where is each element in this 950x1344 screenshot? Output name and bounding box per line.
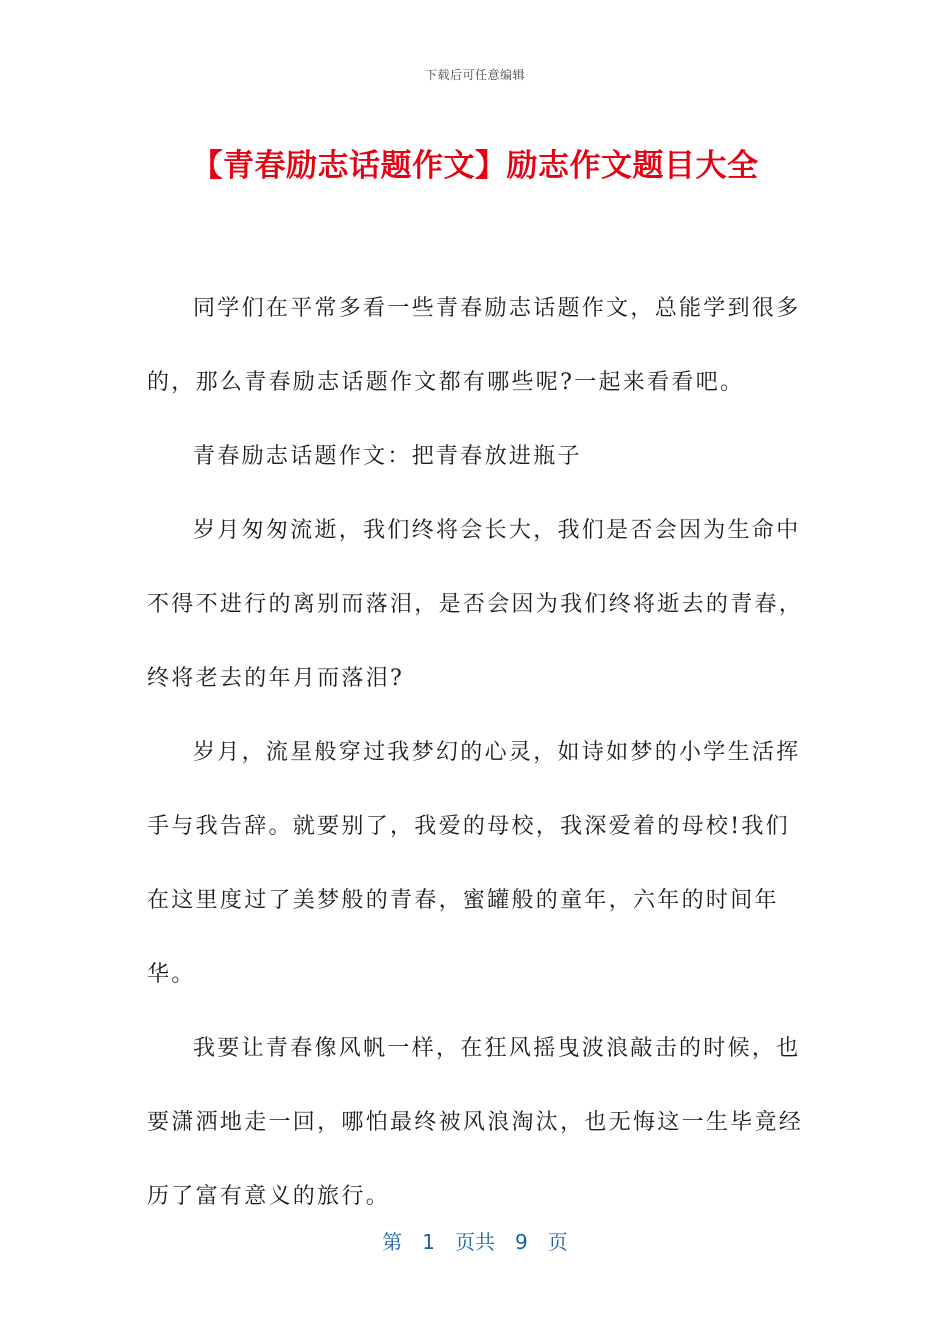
total-pages-number: 9	[515, 1230, 528, 1254]
footer-label-ye-gong: 页共	[455, 1230, 495, 1254]
page-number-footer	[0, 1226, 950, 1255]
current-page-number: 1	[422, 1230, 435, 1254]
page-header-note: 下载后可任意编辑	[424, 68, 525, 82]
document-body	[147, 272, 807, 1234]
paragraph: 我要让青春像风帆一样，在狂风摇曳波浪敲击的时候，也要潇洒地走一回，哪怕最终被风浪淘汰，也无悔这一生毕竟经历了富有意义的旅行。	[147, 1036, 804, 1209]
paragraph-subtitle: 青春励志话题作文：把青春放进瓶子	[193, 444, 582, 469]
document-title: 【青春励志话题作文】励志作文题目大全	[191, 148, 759, 184]
footer-label-ye: 页	[547, 1230, 568, 1254]
paragraph-intro: 同学们在平常多看一些青春励志话题作文，总能学到很多的，那么青春励志话题作文都有哪些呢?一起来看看吧。	[147, 296, 801, 395]
footer-label-di: 第	[382, 1230, 403, 1254]
paragraph: 岁月，流星般穿过我梦幻的心灵，如诗如梦的小学生活挥手与我告辞。就要别了，我爱的母校，我深爱着的母校!我们在这里度过了美梦般的青春，蜜罐般的童年，六年的时间年华。	[147, 740, 801, 987]
paragraph: 岁月匆匆流逝，我们终将会长大，我们是否会因为生命中不得不进行的离别而落泪，是否会因为我们终将逝去的青春，终将老去的年月而落泪?	[147, 518, 804, 691]
